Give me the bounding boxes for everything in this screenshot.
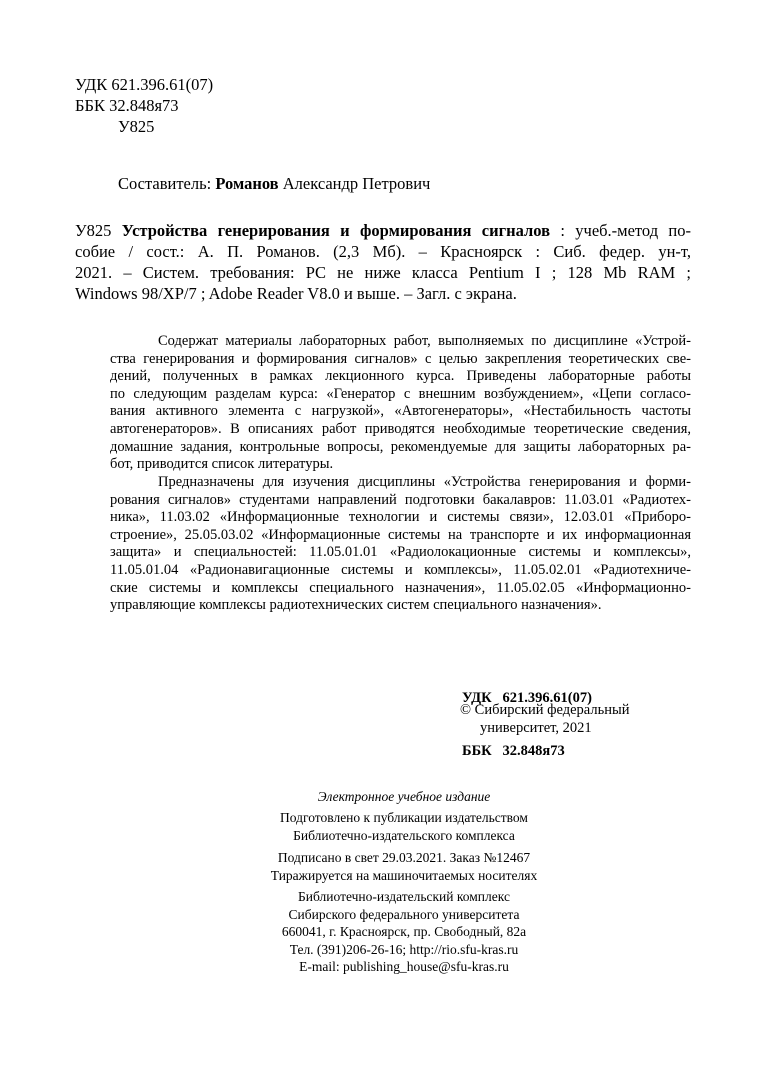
header-codes	[75, 74, 375, 137]
biblio-line-1: У825 Устройства генерирования и формирования сигналов : учеб.-метод по-	[75, 221, 692, 240]
copyright-line: © Сибирский федеральный	[460, 702, 630, 718]
abstract-line: защита» и специальностей: 11.05.01.01 «Радиолокационные системы и комплексы»,	[110, 544, 691, 561]
abstract-line: ские системы и комплексы специального назначения», 11.05.02.05 «Информационно-	[110, 579, 691, 596]
abstract-line: 11.05.01.04 «Радионавигационные системы и комплексы», 11.05.02.01 «Радиотехниче-	[110, 561, 691, 578]
imprint-publisher: Библиотечно-издательский комплекс Сибирского федерального университета 660041, г. Красноярск, пр. Свободный, 82а Тел. (391)206-26-16; http://rio.sfu-kras.ru E-mail: publishing_house@sfu-kras.ru	[281, 889, 527, 974]
compiler-given-names: Александр Петрович	[278, 174, 431, 193]
edition-type: Электронное учебное издание	[317, 789, 491, 804]
compiler-prefix: Составитель:	[118, 174, 216, 193]
abstract-line: Предназначены для изучения дисциплины «Устройства генерирования и форми-	[158, 474, 691, 490]
biblio-line-4: Windows 98/XP/7 ; Adobe Reader V8.0 и выше. – Загл. с экрана.	[75, 284, 517, 303]
biblio-line-2: собие / сост.: А. П. Романов. (2,3 Мб). – Красноярск : Сиб. федер. ун-т,	[75, 242, 691, 261]
abstract-line: вания активного элемента с нагрузкой», «Автогенераторы», «Нестабильность частоты	[110, 403, 691, 420]
author-sign: У825	[118, 117, 155, 136]
compiler-surname: Романов	[215, 174, 279, 193]
imprint-signed: Подписано в свет 29.03.2021. Заказ №12467 Тиражируется на машиночитаемых носителях	[270, 850, 538, 883]
biblio-line-3: 2021. – Систем. требования: PC не ниже класса Pentium I ; 128 Mb RAM ;	[75, 263, 691, 282]
abstract-line: бот, приводится список литературы.	[110, 456, 334, 473]
copyright-block	[460, 702, 720, 737]
bbk-right: ББК 32.848я73	[462, 742, 565, 759]
abstract-line: по следующим разделам курса: «Генератор с внешним возбуждением», «Цепи согласо-	[110, 385, 691, 402]
abstract-line: дений, полученных в рамках лекционного курса. Приведены лабораторные работы	[110, 368, 691, 385]
book-title: Устройства генерирования и формирования сигналов	[121, 221, 551, 240]
compiler-line	[118, 173, 618, 194]
udk-line: УДК 621.396.61(07)	[75, 75, 214, 94]
udk-right: УДК 621.396.61(07)	[462, 690, 592, 707]
abstract-line: управляющие комплексы радиотехнических систем специального назначения».	[110, 597, 602, 614]
abstract-line: строение», 25.05.03.02 «Информационные системы на транспорте и их информационная	[110, 526, 691, 543]
copyright-line: университет, 2021	[480, 719, 592, 736]
bbk-line: ББК 32.848я73	[75, 96, 179, 115]
abstract-line: автогенераторов». В описаниях работ приводятся необходимые теоретические сведения,	[110, 420, 691, 437]
abstract-paragraph-2	[110, 474, 691, 615]
abstract-line: Содержат материалы лабораторных работ, выполняемых по дисциплине «Устрой-	[158, 333, 691, 349]
abstract-line: рования сигналов» студентами направлений подготовки бакалавров: 11.03.01 «Радиотех-	[110, 491, 691, 508]
abstract-paragraph-1	[110, 333, 691, 474]
imprint-prepared: Подготовлено к публикации издательством Библиотечно-издательского комплекса	[280, 810, 528, 843]
biblio-code: У825	[75, 221, 122, 240]
abstract-line: ника», 11.03.02 «Информационные технологии и системы связи», 12.03.01 «Приборо-	[110, 509, 691, 526]
abstract-line: ства генерирования и формирования сигналов» с целью закрепления теоретических све-	[110, 350, 691, 367]
bibliographic-description	[75, 220, 691, 304]
abstract-line: домашние задания, контрольные вопросы, рекомендуемые для защиты лабораторных ра-	[110, 438, 691, 455]
